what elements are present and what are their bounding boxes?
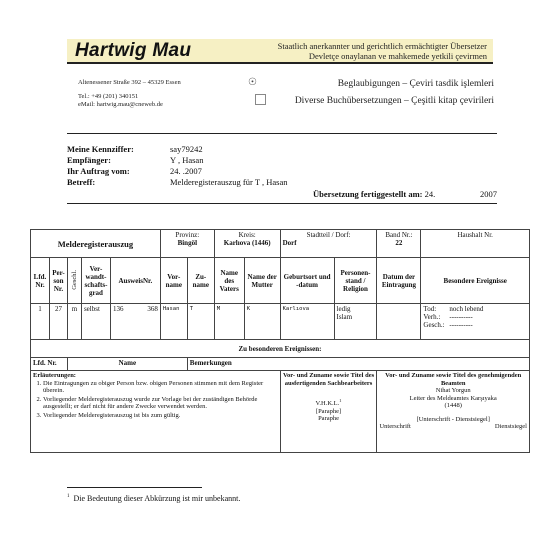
- head-cell: [377, 371, 530, 453]
- explanations-title: Erläuterungen:: [33, 372, 76, 379]
- tagline-turkish: Devletçe onaylanan ve mahkemede yetkili çevirmen: [308, 50, 487, 61]
- clerk-paraph-bracket: [Paraphe]: [315, 407, 342, 415]
- cell-mother: K: [244, 304, 280, 340]
- list-item: 3. Vorliegender Melderegisterauszug ist bis zum gültig.: [43, 412, 278, 420]
- cell-status: [334, 304, 377, 340]
- head-code: (1448): [444, 402, 462, 409]
- col-header-gender: [67, 258, 81, 304]
- volume-value: 22: [395, 239, 403, 247]
- quarter-value: Dorf: [282, 239, 297, 247]
- married-label: Verh.:: [423, 313, 441, 321]
- col-header-lfd: Lfd. Nr.: [31, 258, 50, 304]
- province-cell: [160, 230, 214, 258]
- head-sign-left: Unterschrift: [379, 423, 411, 430]
- subject-label: Betreff:: [67, 177, 96, 187]
- recipient-label: Empfänger:: [67, 155, 111, 165]
- death-value: noch lebend: [449, 305, 484, 313]
- order-date-label: Ihr Auftrag vom:: [67, 166, 130, 176]
- cell-entry-date: [377, 304, 421, 340]
- head-sign-bracket: [Unterschrift - Dienstsiegel]: [416, 415, 490, 423]
- quarter-cell: [280, 230, 377, 258]
- col-header-id: AusweisNr.: [110, 258, 160, 304]
- volume-cell: [377, 230, 421, 258]
- clerk-name-line: [283, 397, 375, 408]
- explanations-cell: [31, 371, 281, 453]
- col-header-father: Name des Vaters: [214, 258, 244, 304]
- divorced-value: ----------: [449, 321, 473, 329]
- col-header-entry-date: Datum der Eintragung: [377, 258, 421, 304]
- status-religion: Islam: [336, 313, 353, 321]
- list-item: 1. Die Eintragungen zu obiger Person bzw. obigen Personen stimmen mit dem Register überein.: [43, 380, 278, 395]
- explanations-list: [43, 380, 278, 420]
- head-title: Vor- und Zuname sowie Titel des genehmigenden Beamten: [385, 372, 522, 387]
- footnote-divider: [67, 487, 202, 488]
- col-header-status: Personen- stand / Religion: [334, 258, 377, 304]
- cell-lfd: 1: [31, 304, 50, 340]
- household-label: Haushalt Nr.: [457, 231, 493, 239]
- cell-relation: selbst: [81, 304, 110, 340]
- cell-birth: Karlıova: [280, 304, 334, 340]
- completion-value: 24.: [424, 189, 436, 199]
- col-header-first-name: Vor- name: [160, 258, 187, 304]
- address-phone: Tel.: +49 (201) 340151: [78, 92, 139, 100]
- col-header-person: Per- son Nr.: [49, 258, 67, 304]
- remarks-lfd-header: Lfd. Nr.: [31, 358, 68, 371]
- clerk-paraph: Paraphe: [318, 415, 339, 423]
- logo: Hartwig Mau: [75, 40, 192, 61]
- clerk-title: Vor- und Zuname sowie Titel des ausfertigenden Sachbearbeiters: [282, 372, 375, 387]
- col-header-relation: Ver- wandt- schafts- grad: [81, 258, 110, 304]
- cell-events: [421, 304, 530, 340]
- service-certifications: Beglaubigungen – Çeviri tasdik işlemleri: [337, 79, 494, 89]
- remarks-header: Bemerkungen: [187, 358, 529, 371]
- special-events-heading: Zu besonderen Ereignissen:: [31, 340, 530, 358]
- divider: [67, 133, 497, 134]
- register-title: Melderegisterauszug: [31, 230, 161, 258]
- province-value: Bingöl: [177, 239, 198, 247]
- cell-father: M: [214, 304, 244, 340]
- death-label: Tod:: [423, 305, 437, 313]
- completion-line: [313, 189, 435, 199]
- services-list: [295, 76, 494, 110]
- list-item: 2. Vorliegender Melderegisterauszug wurde zur Vorlage bei der zuständigen Behörde ausgestellt; er darf nicht für andere Zwecke verwendet werden.: [43, 396, 278, 411]
- checkbox-mark-icon: [255, 94, 266, 105]
- divider: [67, 203, 497, 204]
- table-row: [31, 304, 530, 340]
- cell-surname: T: [187, 304, 214, 340]
- id-part-a: 136: [112, 305, 124, 313]
- completion-label: Übersetzung fertiggestellt am:: [313, 189, 423, 199]
- cell-first-name: Hasan: [160, 304, 187, 340]
- tagline: [278, 42, 487, 61]
- tagline-german: Staatlich anerkannter und gerichtlich ermächtigter Übersetzer: [277, 41, 487, 51]
- head-office: Leiter des Meldeamtes Karşıyaka: [409, 394, 497, 402]
- head-name: Nihat Yorgun: [435, 387, 471, 394]
- order-date-value: 24. .2007: [170, 166, 202, 176]
- ref-label: Meine Kennziffer:: [67, 144, 134, 154]
- remarks-name-header: Name: [67, 358, 187, 371]
- service-book-translations: Diverse Buchübersetzungen – Çeşitli kitap çevirileri: [294, 96, 494, 106]
- status-marital: ledig: [336, 305, 351, 313]
- col-header-surname: Zu- name: [187, 258, 214, 304]
- id-part-b: 368: [147, 305, 158, 313]
- district-label: Kreis:: [238, 231, 256, 239]
- divorced-label: Gesch.:: [423, 321, 445, 329]
- gender-label: Geschl.: [70, 269, 78, 290]
- sender-address: [78, 79, 181, 110]
- cell-gender: m: [67, 304, 81, 340]
- household-cell: [421, 230, 530, 258]
- address-email: eMail: hartwig.mau@cneweb.de: [78, 101, 163, 108]
- ref-value: say79242: [170, 144, 203, 154]
- eye-icon: ☉: [248, 77, 257, 88]
- head-sign-right: Dienstsiegel: [494, 423, 527, 430]
- quarter-label: Stadtteil / Dorf:: [306, 231, 351, 239]
- recipient-value: Y , Hasan: [170, 155, 204, 165]
- district-cell: [214, 230, 280, 258]
- completion-year: 2007: [480, 189, 497, 199]
- district-value: Karlıova (1446): [223, 239, 271, 247]
- married-value: ----------: [449, 313, 473, 321]
- register-table: [30, 229, 530, 453]
- letterhead-banner: [67, 39, 493, 64]
- subject-value: Melderegisterauszug für T , Hasan: [170, 177, 288, 187]
- volume-label: Band Nr.:: [385, 231, 413, 239]
- col-header-birth: Geburtsort und -datum: [280, 258, 334, 304]
- head-sign-line: [379, 423, 527, 431]
- col-header-mother: Name der Mutter: [244, 258, 280, 304]
- province-label: Provinz:: [175, 231, 200, 239]
- cell-person: 27: [49, 304, 67, 340]
- address-street: Altenessener Straße 392 – 45329 Essen: [78, 79, 181, 86]
- clerk-cell: [280, 371, 377, 453]
- cell-id: [110, 304, 160, 340]
- footnote: [67, 494, 240, 503]
- clerk-name: V.H.K.L.: [315, 400, 340, 408]
- footnote-text: Die Bedeutung dieser Abkürzung ist mir unbekannt.: [73, 494, 241, 503]
- clerk-footnote-ref: 1: [339, 398, 342, 403]
- footnote-marker: 1: [67, 494, 70, 500]
- col-header-events: Besondere Ereignisse: [421, 258, 530, 304]
